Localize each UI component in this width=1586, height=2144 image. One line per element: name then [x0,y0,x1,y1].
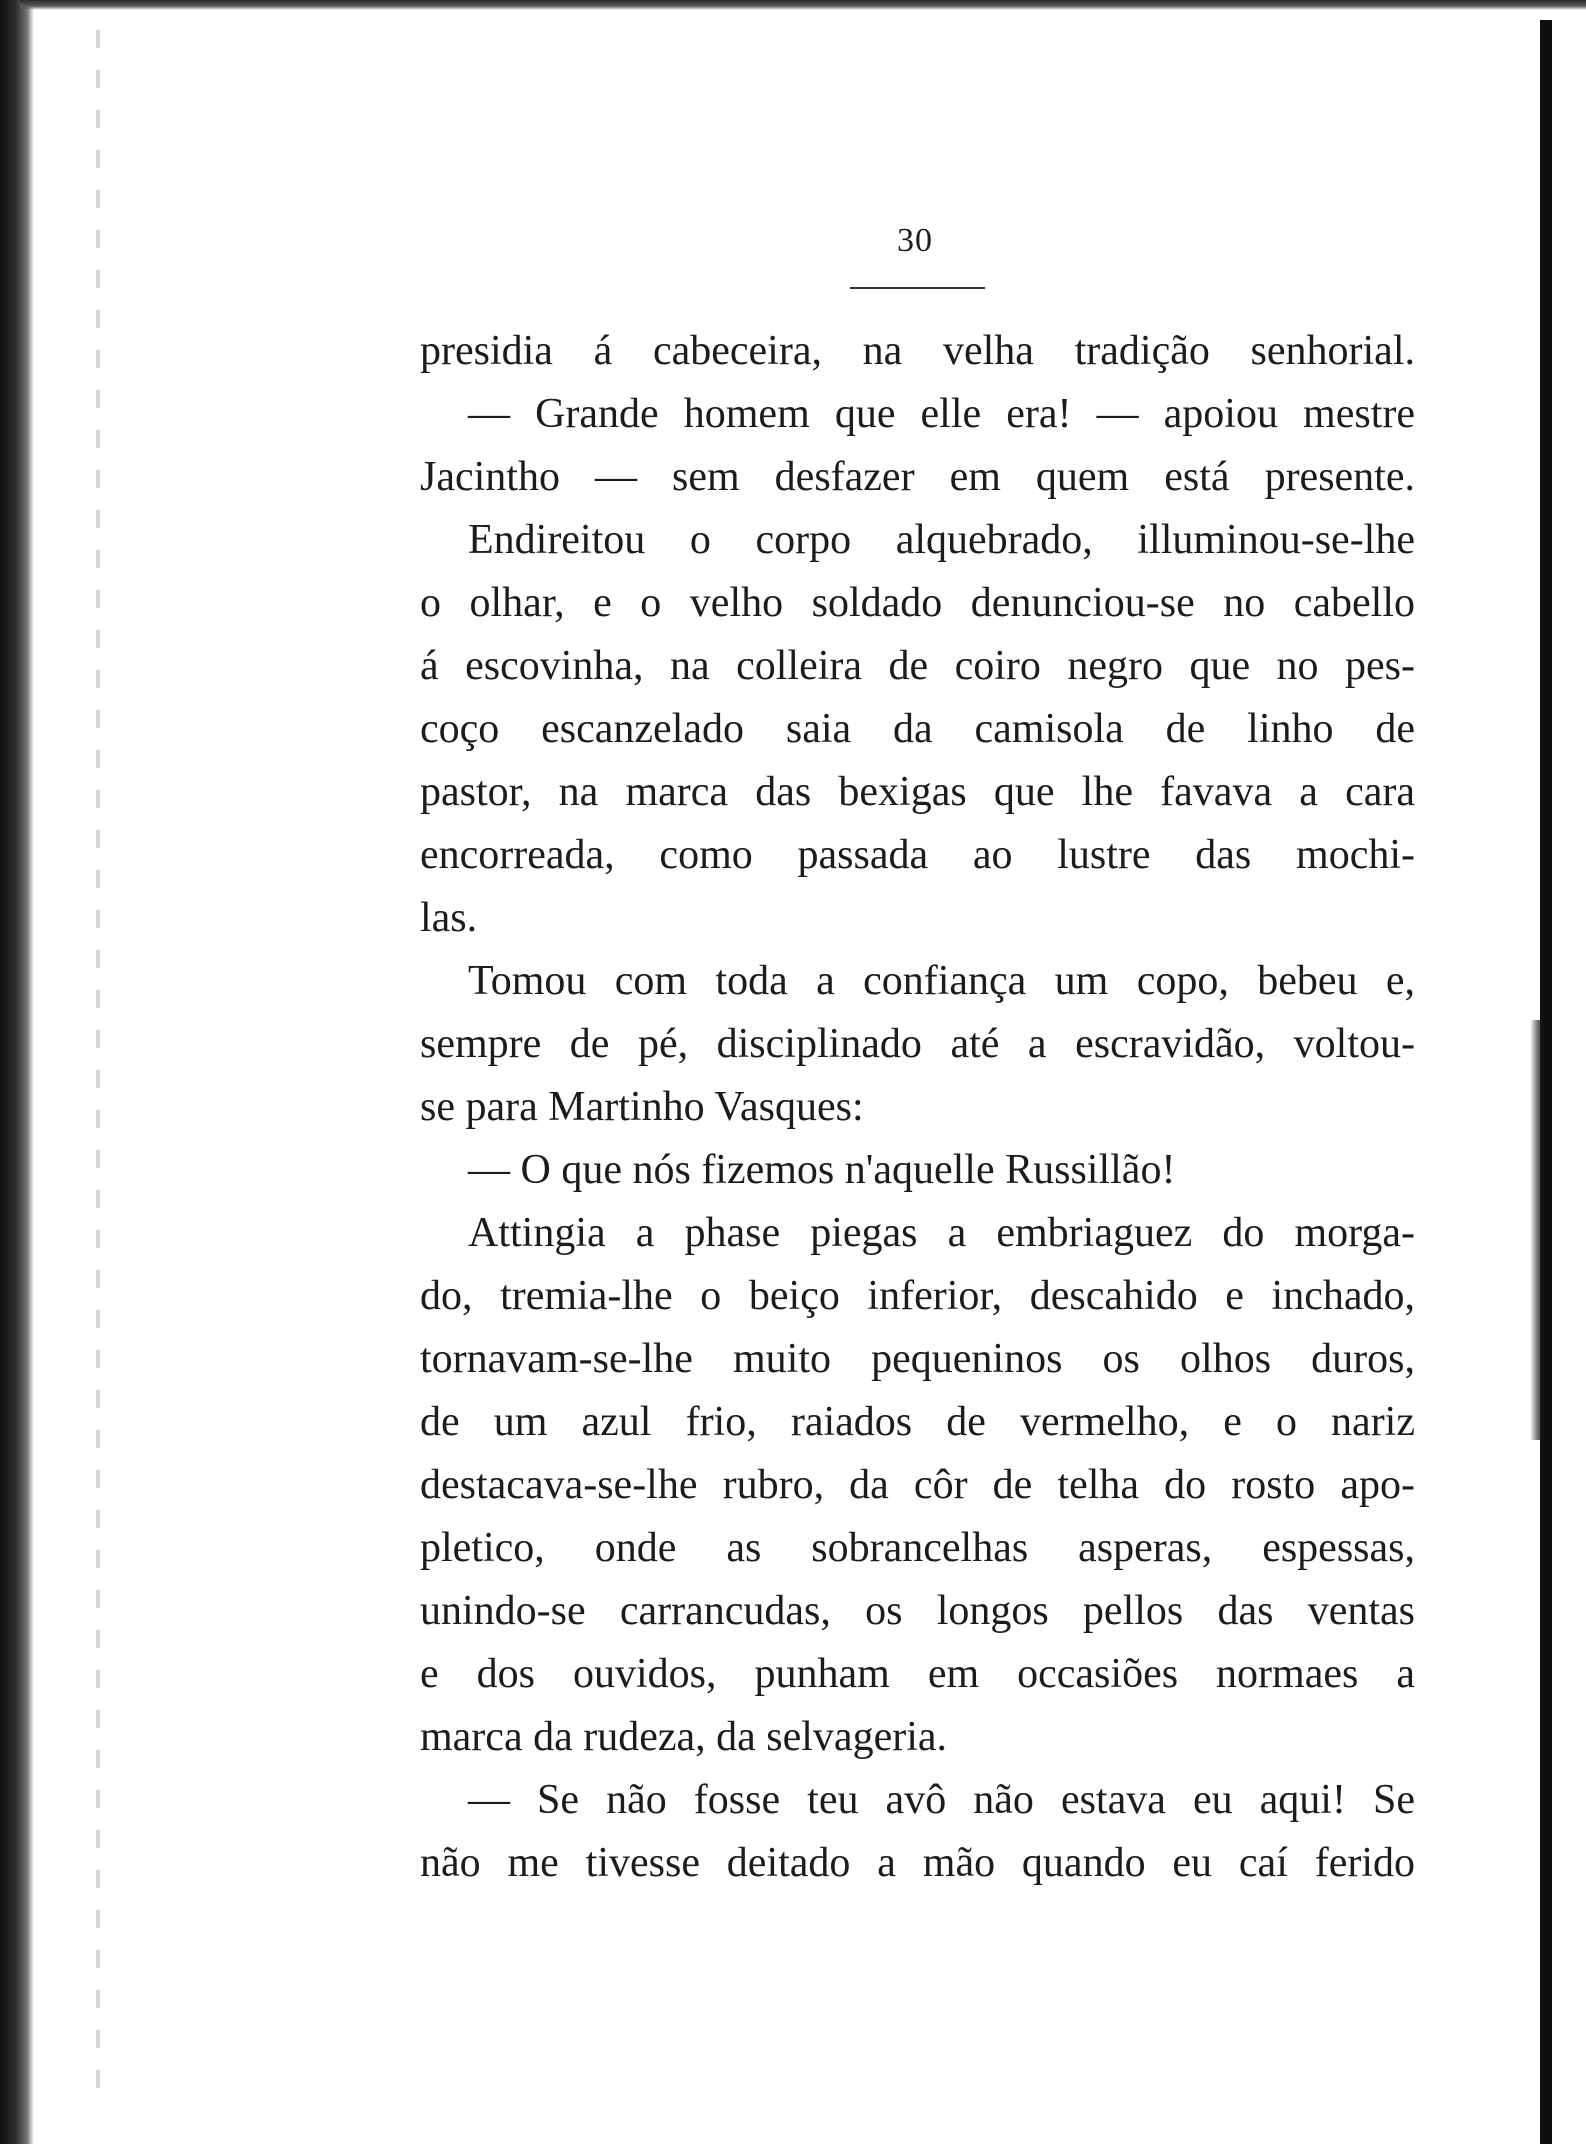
spine-shadow [96,30,100,2110]
text-line: de um azul frio, raiados de vermelho, e o nariz [420,1399,1415,1445]
text-line: coço escanzelado saia da camisola de linho de [420,706,1415,752]
text-line: marca da rudeza, da selvageria. [420,1714,948,1760]
text-line: Attingia a phase piegas a embriaguez do morga- [468,1210,1415,1256]
text-line: não me tivesse deitado a mão quando eu caí ferido [420,1840,1415,1886]
text-line: — Grande homem que elle era! — apoiou mestre [468,391,1415,437]
body-text [420,320,1415,1895]
text-line: encorreada, como passada ao lustre das mochi- [420,832,1415,878]
scan-top-edge [20,0,1586,10]
header-rule [850,287,985,289]
text-line: destacava-se-lhe rubro, da côr de telha do rosto apo- [420,1462,1415,1508]
text-line: pastor, na marca das bexigas que lhe favava a cara [420,769,1415,815]
text-line: — Se não fosse teu avô não estava eu aqui! Se [468,1777,1415,1823]
text-line: Tomou com toda a confiança um copo, bebeu e, [468,958,1415,1004]
text-line: Jacintho — sem desfazer em quem está presente. [420,454,1415,500]
scan-right-smudge [1530,1020,1544,1440]
text-line: presidia á cabeceira, na velha tradição senhorial. [420,328,1415,374]
text-line: las. [420,895,478,941]
text-line: Endireitou o corpo alquebrado, illuminou-se-lhe [468,517,1415,563]
text-line: e dos ouvidos, punham em occasiões normaes a [420,1651,1415,1697]
text-line: pletico, onde as sobrancelhas asperas, espessas, [420,1525,1415,1571]
text-line: — O que nós fizemos n'aquelle Russillão! [468,1147,1176,1193]
text-line: unindo-se carrancudas, os longos pellos das ventas [420,1588,1415,1634]
text-line: do, tremia-lhe o beiço inferior, descahido e inchado, [420,1273,1415,1319]
text-line: sempre de pé, disciplinado até a escravidão, voltou- [420,1021,1415,1067]
text-line: tornavam-se-lhe muito pequeninos os olhos duros, [420,1336,1415,1382]
text-line: se para Martinho Vasques: [420,1084,864,1130]
text-line: o olhar, e o velho soldado denunciou-se no cabello [420,580,1415,626]
page-number: 30 [897,222,933,259]
text-line: á escovinha, na colleira de coiro negro que no pes- [420,643,1415,689]
scan-left-edge [0,0,34,2144]
